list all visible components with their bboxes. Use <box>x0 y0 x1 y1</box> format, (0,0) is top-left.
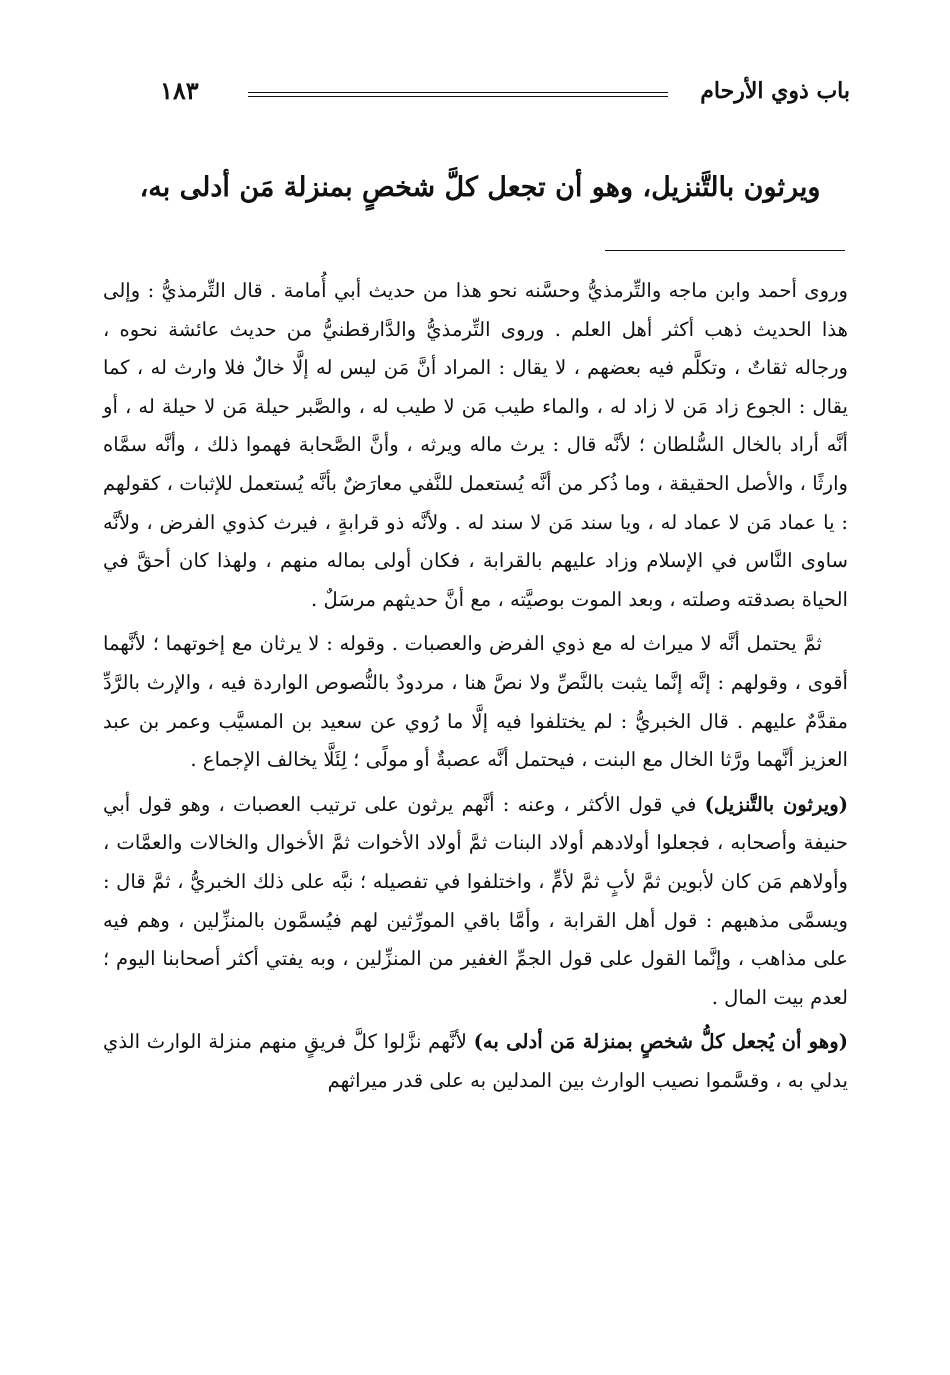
matn-text: ويرثون بالتَّنزيل، وهو أن تجعل كلَّ شخصٍ بمنزلة مَن أدلى به، <box>139 172 821 203</box>
lemma-quote: (وهو أن يُجعل كلُّ شخصٍ بمنزلة مَن أدلى به) <box>473 1030 848 1054</box>
commentary-paragraph-4 <box>103 1023 848 1100</box>
lemma-quote: (ويرثون بالتَّنزيل) <box>704 792 848 816</box>
header-double-rule <box>248 92 668 97</box>
commentary-body <box>103 272 848 1106</box>
separator-rule <box>605 250 845 251</box>
commentary-paragraph-3 <box>103 786 848 1018</box>
paragraph-text: في قول الأكثر ، وعنه : أنَّهم يرثون على ترتيب العصبات ، وهو قول أبي حنيفة وأصحابه ، فجعلوا أولادهم أولاد البنات ثمَّ أولاد الأخوات ثمَّ الأخوال والخالات والعمَّات ، وأولاهم مَن كان لأبوين ثمَّ لأبٍ ثمَّ لأمٍّ ، واختلفوا في تفصيله ؛ نبَّه على ذلك الخبريُّ ، ثمَّ قال : ويسمَّى مذهبهم : قول أهل القرابة ، وأمَّا باقي المورِّثين لهم فيُسمَّون بالمنزِّلين ، وهم فيه على مذاهب ، وإنَّما القول على قول الجمِّ الغفير من المنزِّلين ، وبه يفتي أكثر أصحابنا اليوم ؛ لعدم بيت المال . <box>103 792 848 1009</box>
running-head <box>160 78 850 114</box>
paragraph-text: لأنَّهم نزَّلوا كلَّ فريقٍ منهم منزلة الوارث الذي يدلي به ، وقسَّموا نصيب الوارث بين المدلين به على قدر ميراثهم <box>103 1030 848 1092</box>
commentary-paragraph-1: وروى أحمد وابن ماجه والتِّرمذيُّ وحسَّنه نحو هذا من حديث أبي أُمامة . قال التِّرمذيُّ : وإلى هذا الحديث ذهب أكثر أهل العلم . وروى التِّرمذيُّ والدَّارقطنيُّ من حديث عائشة نحوه ، ورجاله ثقاتٌ ، وتكلَّم فيه بعضهم ، لا يقال : المراد أنَّ مَن ليس له إلَّا خالٌ فلا وارث له ، كما يقال : الجوع زاد مَن لا زاد له ، والماء طيب مَن لا طيب له ، والصَّبر حيلة مَن لا حيلة له ، أو أنَّه أراد بالخال السُّلطان ؛ لأنَّه قال : يرث ماله ويرثه ، وأنَّ الصَّحابة فهموا ذلك ، وأنَّه سمَّاه وارثًا ، والأصل الحقيقة ، وما ذُكر من أنَّه يُستعمل للنَّفي معارَضٌ بأنَّه يُستعمل للإثبات ، كقولهم : يا عماد مَن لا عماد له ، ويا سند مَن لا سند له . ولأنَّه ذو قرابةٍ ، فيرث كذوي الفرض ، ولأنَّه ساوى النَّاس في الإسلام وزاد عليهم بالقرابة ، فكان أولى بماله منهم ، ولهذا كان أحقَّ في الحياة بصدقته وصلته ، وبعد الموت بوصيَّته ، مع أنَّ حديثهم مرسَلٌ . <box>103 279 848 611</box>
page-number: ١٨٣ <box>160 76 199 105</box>
commentary-paragraph-2: ثمَّ يحتمل أنَّه لا ميراث له مع ذوي الفرض والعصبات . وقوله : لا يرثان مع إخوتهما ؛ لأنَّهما أقوى ، وقولهم : إنَّه إنَّما يثبت بالنَّصِّ ولا نصَّ هنا ، مردودٌ بالنُّصوص الواردة فيه ، والإرث بالرَّدِّ مقدَّمٌ عليهم . قال الخبريُّ : لم يختلفوا فيه إلَّا ما رُوي عن سعيد بن المسيَّب وعمر بن عبد العزيز أنَّهما ورَّثا الخال مع البنت ، فيحتمل أنَّه عصبةٌ أو مولًى ؛ لِئَلَّا يخالف الإجماع . <box>103 632 848 772</box>
chapter-title: باب ذوي الأرحام <box>700 78 850 104</box>
